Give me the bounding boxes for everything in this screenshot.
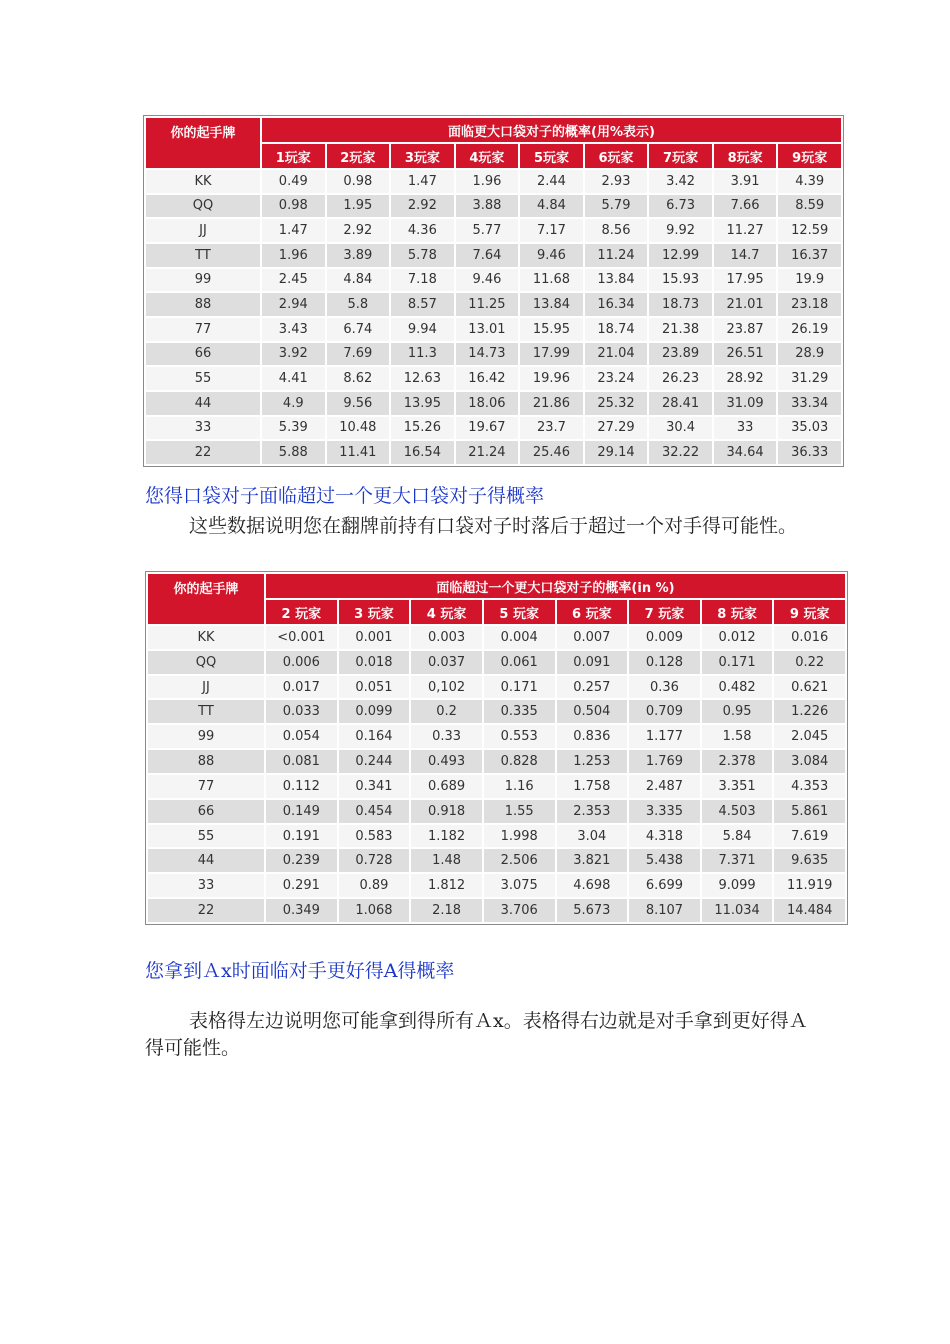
value-cell: 0.493 [410, 749, 483, 774]
value-cell: 13.01 [455, 317, 520, 342]
hand-cell: 88 [145, 292, 261, 317]
value-cell: 0.728 [338, 848, 411, 873]
value-cell: 0.037 [410, 650, 483, 675]
value-cell: 2.94 [261, 292, 326, 317]
value-cell: 0.003 [410, 625, 483, 650]
value-cell: 1.758 [556, 774, 629, 799]
value-cell: 3.43 [261, 317, 326, 342]
value-cell: 11.27 [713, 218, 778, 243]
hand-cell: 99 [147, 724, 265, 749]
value-cell: 23.7 [519, 416, 584, 441]
value-cell: 4.318 [628, 824, 701, 849]
value-cell: 0.149 [265, 799, 338, 824]
table-row [145, 391, 842, 416]
value-cell: 2.92 [326, 218, 391, 243]
value-cell: 0.091 [556, 650, 629, 675]
value-cell: 19.67 [455, 416, 520, 441]
value-cell: 14.73 [455, 342, 520, 367]
value-cell: 4.503 [701, 799, 774, 824]
table-row [147, 873, 846, 898]
hand-cell: 66 [145, 342, 261, 367]
table-row [147, 625, 846, 650]
table-row [147, 724, 846, 749]
value-cell: 0.482 [701, 675, 774, 700]
value-cell: 6.699 [628, 873, 701, 898]
value-cell: 8.107 [628, 898, 701, 923]
value-cell: 29.14 [584, 440, 649, 465]
hand-cell: JJ [145, 218, 261, 243]
value-cell: 3.351 [701, 774, 774, 799]
value-cell: 7.619 [773, 824, 846, 849]
hand-cell: 88 [147, 749, 265, 774]
value-cell: 23.87 [713, 317, 778, 342]
value-cell: 3.084 [773, 749, 846, 774]
value-cell: 3.42 [648, 169, 713, 194]
value-cell: 5.861 [773, 799, 846, 824]
value-cell: 2.44 [519, 169, 584, 194]
value-cell: 28.92 [713, 366, 778, 391]
value-cell: 0.033 [265, 699, 338, 724]
hand-cell: 44 [147, 848, 265, 873]
column-header: 3 玩家 [338, 599, 411, 625]
value-cell: 3.821 [556, 848, 629, 873]
table-row [147, 848, 846, 873]
value-cell: 1.96 [261, 243, 326, 268]
value-cell: 0.171 [483, 675, 556, 700]
value-cell: 0.454 [338, 799, 411, 824]
column-header: 8玩家 [713, 143, 778, 169]
value-cell: 19.96 [519, 366, 584, 391]
value-cell: 5.438 [628, 848, 701, 873]
value-cell: 11.41 [326, 440, 391, 465]
value-cell: 4.39 [777, 169, 842, 194]
value-cell: 12.63 [390, 366, 455, 391]
value-cell: 18.73 [648, 292, 713, 317]
value-cell: 0.583 [338, 824, 411, 849]
hand-cell: 33 [147, 873, 265, 898]
value-cell: 2.506 [483, 848, 556, 873]
table-row [145, 342, 842, 367]
value-cell: 0.22 [773, 650, 846, 675]
value-cell: 1.253 [556, 749, 629, 774]
value-cell: 4.698 [556, 873, 629, 898]
value-cell: 16.37 [777, 243, 842, 268]
value-cell: 0.012 [701, 625, 774, 650]
paragraph-1: 这些数据说明您在翻牌前持有口袋对子时落后于超过一个对手得可能性。 [189, 515, 798, 537]
value-cell: 0.89 [338, 873, 411, 898]
value-cell: 0.244 [338, 749, 411, 774]
value-cell: 7.69 [326, 342, 391, 367]
value-cell: 0.341 [338, 774, 411, 799]
value-cell: 11.68 [519, 268, 584, 293]
value-cell: 21.86 [519, 391, 584, 416]
value-cell: 4.41 [261, 366, 326, 391]
value-cell: 16.42 [455, 366, 520, 391]
value-cell: 3.92 [261, 342, 326, 367]
value-cell: 35.03 [777, 416, 842, 441]
value-cell: 1.16 [483, 774, 556, 799]
value-cell: 25.46 [519, 440, 584, 465]
value-cell: 1.998 [483, 824, 556, 849]
value-cell: 0.007 [556, 625, 629, 650]
value-cell: 5.39 [261, 416, 326, 441]
value-cell: 8.57 [390, 292, 455, 317]
value-cell: 2.487 [628, 774, 701, 799]
value-cell: 0.98 [326, 169, 391, 194]
value-cell: 9.46 [519, 243, 584, 268]
hand-cell: 22 [147, 898, 265, 923]
value-cell: 4.36 [390, 218, 455, 243]
value-cell: 15.95 [519, 317, 584, 342]
column-header: 6玩家 [584, 143, 649, 169]
value-cell: 0.689 [410, 774, 483, 799]
value-cell: 9.92 [648, 218, 713, 243]
value-cell: 26.23 [648, 366, 713, 391]
value-cell: 16.34 [584, 292, 649, 317]
value-cell: 8.56 [584, 218, 649, 243]
value-cell: 9.635 [773, 848, 846, 873]
value-cell: 3.335 [628, 799, 701, 824]
hand-cell: TT [145, 243, 261, 268]
value-cell: 28.9 [777, 342, 842, 367]
value-cell: 0.918 [410, 799, 483, 824]
value-cell: 1.068 [338, 898, 411, 923]
table-row [145, 317, 842, 342]
table-row [147, 699, 846, 724]
value-cell: 33 [713, 416, 778, 441]
hand-cell: TT [147, 699, 265, 724]
value-cell: 2.45 [261, 268, 326, 293]
value-cell: 1.47 [390, 169, 455, 194]
column-header: 5 玩家 [483, 599, 556, 625]
table-row [145, 416, 842, 441]
value-cell: 13.84 [519, 292, 584, 317]
value-cell: 11.25 [455, 292, 520, 317]
value-cell: 0.112 [265, 774, 338, 799]
value-cell: 0.36 [628, 675, 701, 700]
value-cell: 0.553 [483, 724, 556, 749]
value-cell: 0.349 [265, 898, 338, 923]
value-cell: 0.95 [701, 699, 774, 724]
value-cell: 9.46 [455, 268, 520, 293]
column-header: 2玩家 [326, 143, 391, 169]
hand-cell: QQ [145, 194, 261, 219]
value-cell: 2.93 [584, 169, 649, 194]
value-cell: 15.93 [648, 268, 713, 293]
value-cell: 32.22 [648, 440, 713, 465]
value-cell: 0.128 [628, 650, 701, 675]
column-header: 9 玩家 [773, 599, 846, 625]
column-header: 9玩家 [777, 143, 842, 169]
value-cell: 0.171 [701, 650, 774, 675]
value-cell: 16.54 [390, 440, 455, 465]
hand-cell: 33 [145, 416, 261, 441]
value-cell: 1.58 [701, 724, 774, 749]
value-cell: 1.48 [410, 848, 483, 873]
value-cell: 1.55 [483, 799, 556, 824]
value-cell: 0.504 [556, 699, 629, 724]
value-cell: 0.006 [265, 650, 338, 675]
value-cell: 4.353 [773, 774, 846, 799]
value-cell: 0.33 [410, 724, 483, 749]
value-cell: 17.95 [713, 268, 778, 293]
value-cell: 15.26 [390, 416, 455, 441]
table-row [145, 292, 842, 317]
table-row [147, 799, 846, 824]
table1-title: 面临更大口袋对子的概率(用%表示) [261, 117, 842, 143]
column-header: 3玩家 [390, 143, 455, 169]
value-cell: 11.3 [390, 342, 455, 367]
value-cell: 3.706 [483, 898, 556, 923]
value-cell: 26.51 [713, 342, 778, 367]
value-cell: 10.48 [326, 416, 391, 441]
column-header: 5玩家 [519, 143, 584, 169]
value-cell: 2.378 [701, 749, 774, 774]
value-cell: 5.673 [556, 898, 629, 923]
value-cell: 0.828 [483, 749, 556, 774]
value-cell: 2.353 [556, 799, 629, 824]
column-header: 4 玩家 [410, 599, 483, 625]
hand-cell: 55 [145, 366, 261, 391]
hand-cell: JJ [147, 675, 265, 700]
value-cell: 0.291 [265, 873, 338, 898]
value-cell: 18.06 [455, 391, 520, 416]
table-row [147, 675, 846, 700]
value-cell: 6.74 [326, 317, 391, 342]
value-cell: 25.32 [584, 391, 649, 416]
value-cell: 17.99 [519, 342, 584, 367]
table-row [145, 194, 842, 219]
column-header: 6 玩家 [556, 599, 629, 625]
value-cell: 7.66 [713, 194, 778, 219]
value-cell: 3.88 [455, 194, 520, 219]
value-cell: 0.017 [265, 675, 338, 700]
value-cell: 26.19 [777, 317, 842, 342]
value-cell: 7.64 [455, 243, 520, 268]
caption-1: 您得口袋对子面临超过一个更大口袋对子得概率 [145, 485, 545, 507]
value-cell: 0.061 [483, 650, 556, 675]
value-cell: 3.075 [483, 873, 556, 898]
value-cell: 0.709 [628, 699, 701, 724]
column-header: 2 玩家 [265, 599, 338, 625]
column-header: 7 玩家 [628, 599, 701, 625]
table-row [145, 218, 842, 243]
hand-cell: 77 [145, 317, 261, 342]
value-cell: 23.18 [777, 292, 842, 317]
table-row [145, 243, 842, 268]
value-cell: 6.73 [648, 194, 713, 219]
value-cell: 4.84 [519, 194, 584, 219]
value-cell: 2.045 [773, 724, 846, 749]
value-cell: 21.38 [648, 317, 713, 342]
value-cell: 23.24 [584, 366, 649, 391]
value-cell: 0.001 [338, 625, 411, 650]
hand-cell: 99 [145, 268, 261, 293]
value-cell: 4.9 [261, 391, 326, 416]
value-cell: 7.18 [390, 268, 455, 293]
value-cell: 1.769 [628, 749, 701, 774]
value-cell: 33.34 [777, 391, 842, 416]
value-cell: 14.7 [713, 243, 778, 268]
value-cell: 0.335 [483, 699, 556, 724]
value-cell: 0.018 [338, 650, 411, 675]
value-cell: 31.09 [713, 391, 778, 416]
value-cell: 18.74 [584, 317, 649, 342]
value-cell: 0.051 [338, 675, 411, 700]
value-cell: <0.001 [265, 625, 338, 650]
table-row [147, 898, 846, 923]
value-cell: 1.177 [628, 724, 701, 749]
value-cell: 2.18 [410, 898, 483, 923]
value-cell: 0,102 [410, 675, 483, 700]
value-cell: 0.164 [338, 724, 411, 749]
value-cell: 11.24 [584, 243, 649, 268]
hand-cell: KK [147, 625, 265, 650]
value-cell: 23.89 [648, 342, 713, 367]
value-cell: 0.257 [556, 675, 629, 700]
value-cell: 3.91 [713, 169, 778, 194]
hand-cell: QQ [147, 650, 265, 675]
value-cell: 0.2 [410, 699, 483, 724]
column-header: 4玩家 [455, 143, 520, 169]
value-cell: 5.84 [701, 824, 774, 849]
value-cell: 21.24 [455, 440, 520, 465]
value-cell: 3.04 [556, 824, 629, 849]
value-cell: 0.004 [483, 625, 556, 650]
table-row [147, 749, 846, 774]
value-cell: 4.84 [326, 268, 391, 293]
value-cell: 0.239 [265, 848, 338, 873]
value-cell: 0.054 [265, 724, 338, 749]
hand-cell: 44 [145, 391, 261, 416]
value-cell: 36.33 [777, 440, 842, 465]
value-cell: 14.484 [773, 898, 846, 923]
table-row [145, 366, 842, 391]
table1-corner: 你的起手牌 [145, 117, 261, 169]
value-cell: 1.226 [773, 699, 846, 724]
value-cell: 1.47 [261, 218, 326, 243]
hand-cell: 77 [147, 774, 265, 799]
value-cell: 7.371 [701, 848, 774, 873]
paragraph-2: 表格得左边说明您可能拿到得所有Ａx。表格得右边就是对手拿到更好得Ａ得可能性。 [145, 1010, 808, 1059]
value-cell: 8.62 [326, 366, 391, 391]
table2-title: 面临超过一个更大口袋对子的概率(in %) [265, 573, 846, 599]
value-cell: 19.9 [777, 268, 842, 293]
value-cell: 0.49 [261, 169, 326, 194]
value-cell: 7.17 [519, 218, 584, 243]
table-row [147, 824, 846, 849]
value-cell: 9.94 [390, 317, 455, 342]
value-cell: 0.009 [628, 625, 701, 650]
value-cell: 5.79 [584, 194, 649, 219]
table-row [145, 440, 842, 465]
value-cell: 1.812 [410, 873, 483, 898]
value-cell: 0.081 [265, 749, 338, 774]
table2-corner: 你的起手牌 [147, 573, 265, 625]
column-header: 1玩家 [261, 143, 326, 169]
table-row [145, 169, 842, 194]
table-row [147, 650, 846, 675]
value-cell: 3.89 [326, 243, 391, 268]
value-cell: 8.59 [777, 194, 842, 219]
value-cell: 30.4 [648, 416, 713, 441]
value-cell: 1.182 [410, 824, 483, 849]
hand-cell: 66 [147, 799, 265, 824]
value-cell: 21.04 [584, 342, 649, 367]
hand-cell: KK [145, 169, 261, 194]
value-cell: 31.29 [777, 366, 842, 391]
value-cell: 11.034 [701, 898, 774, 923]
value-cell: 12.99 [648, 243, 713, 268]
value-cell: 5.78 [390, 243, 455, 268]
column-header: 8 玩家 [701, 599, 774, 625]
table-row [145, 268, 842, 293]
column-header: 7玩家 [648, 143, 713, 169]
value-cell: 11.919 [773, 873, 846, 898]
value-cell: 9.099 [701, 873, 774, 898]
value-cell: 0.099 [338, 699, 411, 724]
value-cell: 12.59 [777, 218, 842, 243]
value-cell: 1.96 [455, 169, 520, 194]
value-cell: 0.98 [261, 194, 326, 219]
value-cell: 2.92 [390, 194, 455, 219]
probability-table-1 [143, 115, 844, 467]
value-cell: 5.88 [261, 440, 326, 465]
hand-cell: 55 [147, 824, 265, 849]
caption-2: 您拿到Ａx时面临对手更好得A得概率 [145, 960, 455, 982]
value-cell: 27.29 [584, 416, 649, 441]
value-cell: 13.84 [584, 268, 649, 293]
probability-table-2 [145, 571, 848, 925]
value-cell: 13.95 [390, 391, 455, 416]
value-cell: 21.01 [713, 292, 778, 317]
hand-cell: 22 [145, 440, 261, 465]
value-cell: 9.56 [326, 391, 391, 416]
value-cell: 1.95 [326, 194, 391, 219]
value-cell: 28.41 [648, 391, 713, 416]
value-cell: 0.191 [265, 824, 338, 849]
value-cell: 0.016 [773, 625, 846, 650]
value-cell: 5.8 [326, 292, 391, 317]
value-cell: 34.64 [713, 440, 778, 465]
value-cell: 0.621 [773, 675, 846, 700]
value-cell: 0.836 [556, 724, 629, 749]
table-row [147, 774, 846, 799]
value-cell: 5.77 [455, 218, 520, 243]
